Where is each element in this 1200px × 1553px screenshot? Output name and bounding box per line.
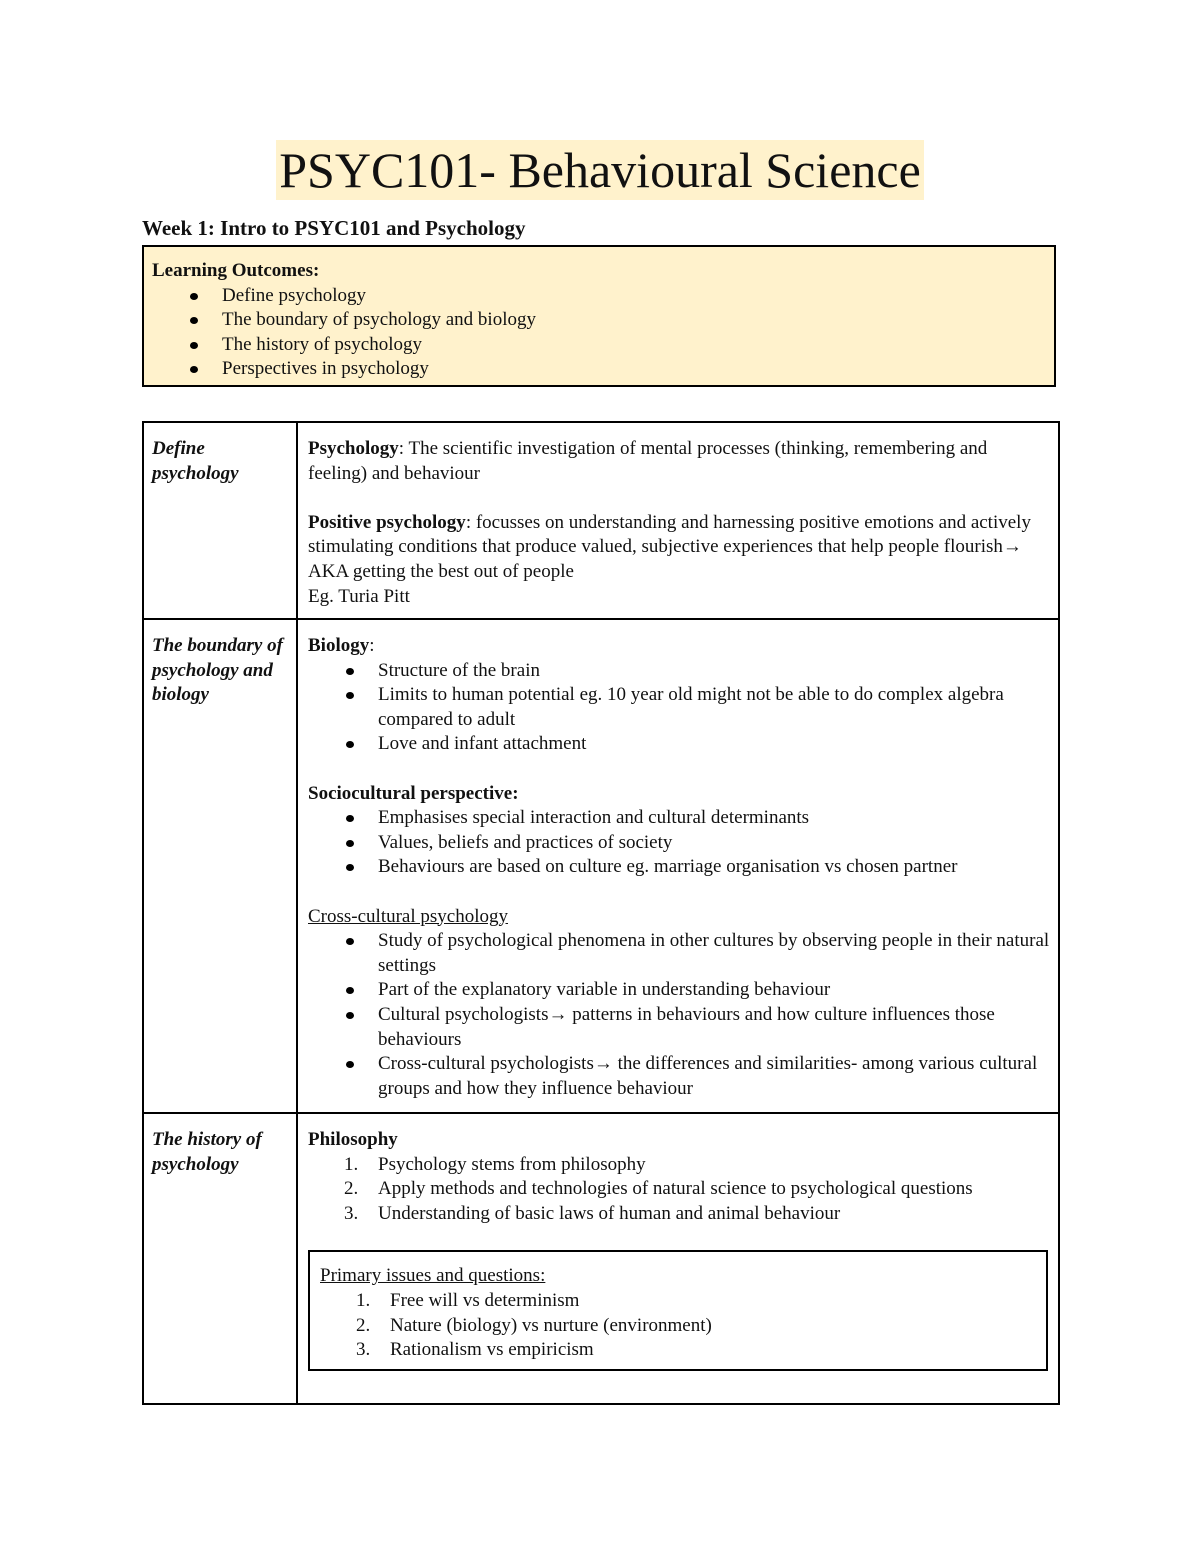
term: Psychology xyxy=(308,438,399,459)
list-item: Behaviours are based on culture eg. marriage organisation vs chosen partner xyxy=(308,855,1050,880)
spacer xyxy=(308,757,1050,782)
topic-cell: The boundary of psychology and biology xyxy=(143,619,297,1113)
list-number: 1. xyxy=(356,1289,371,1311)
list-item: Values, beliefs and practices of society xyxy=(308,831,1050,856)
cross-cultural-heading: Cross-cultural psychology xyxy=(308,905,509,927)
learning-outcomes-list xyxy=(152,284,1046,382)
primary-issues-box xyxy=(308,1250,1048,1370)
notes-table xyxy=(142,421,1060,1405)
topic-cell: The history of psychology xyxy=(143,1113,297,1404)
list-item xyxy=(320,1338,1036,1363)
colon: : xyxy=(369,635,375,656)
list-item: Love and infant attachment xyxy=(308,732,1050,757)
term: Positive psychology xyxy=(308,511,466,533)
list-item-text: Rationalism vs empiricism xyxy=(390,1339,594,1361)
table-row xyxy=(143,1113,1059,1404)
list-number: 1. xyxy=(344,1153,359,1175)
list-item: Emphasises special interaction and cultural determinants xyxy=(308,806,1050,831)
sociocultural-heading: Sociocultural perspective: xyxy=(308,782,519,804)
list-item: Cultural psychologists→ patterns in behaviours and how culture influences those behaviours xyxy=(308,1003,1050,1052)
list-item-text: Apply methods and technologies of natural science to psychological questions xyxy=(378,1178,973,1200)
list-item: Part of the explanatory variable in understanding behaviour xyxy=(308,978,1050,1003)
list-item: Limits to human potential eg. 10 year old might not be able to do complex algebra compared to adult xyxy=(308,683,1050,732)
list-item: The boundary of psychology and biology xyxy=(152,308,1046,333)
learning-outcomes-title: Learning Outcomes: xyxy=(152,260,320,281)
definition: : The scientific investigation of mental processes (thinking, remembering and feeling) and behaviour xyxy=(308,438,988,484)
spacer xyxy=(308,880,1050,905)
list-number: 2. xyxy=(344,1178,359,1200)
page-title: PSYC101- Behavioural Science xyxy=(276,140,924,200)
list-item xyxy=(308,1153,1050,1178)
list-item: Perspectives in psychology xyxy=(152,357,1046,382)
term: Biology xyxy=(308,635,370,656)
list-number: 3. xyxy=(356,1339,371,1361)
list-item-text: Understanding of basic laws of human and animal behaviour xyxy=(378,1202,841,1224)
list-item: Define psychology xyxy=(152,284,1046,309)
list-item: Structure of the brain xyxy=(308,659,1050,684)
list-number: 2. xyxy=(356,1314,371,1336)
biology-list xyxy=(308,659,1050,757)
definition: : focusses on understanding and harnessing positive emotions and actively stimulating conditions that produce valued, subjective experiences that help people flourish→ AKA getting the best out of people xyxy=(308,511,1031,582)
sociocultural-list xyxy=(308,806,1050,880)
table-row xyxy=(143,422,1059,619)
list-item xyxy=(308,1177,1050,1202)
biology-heading xyxy=(308,634,1050,659)
list-item-text: Nature (biology) vs nurture (environment) xyxy=(390,1314,712,1336)
list-item xyxy=(308,1202,1050,1227)
list-item: Study of psychological phenomena in other cultures by observing people in their natural settings xyxy=(308,929,1050,978)
example-text: Eg. Turia Pitt xyxy=(308,585,410,607)
philosophy-list xyxy=(308,1153,1050,1227)
list-item: The history of psychology xyxy=(152,333,1046,358)
list-item xyxy=(320,1314,1036,1339)
primary-issues-list xyxy=(320,1289,1036,1363)
list-item xyxy=(320,1289,1036,1314)
cross-cultural-list xyxy=(308,929,1050,1101)
list-number: 3. xyxy=(344,1202,359,1224)
content-cell xyxy=(297,619,1059,1113)
list-item: Cross-cultural psychologists→ the differences and similarities- among various cultural groups and how they influence behaviour xyxy=(308,1052,1050,1101)
primary-issues-heading: Primary issues and questions: xyxy=(320,1265,546,1287)
list-item-text: Free will vs determinism xyxy=(390,1289,580,1311)
philosophy-heading: Philosophy xyxy=(308,1129,398,1150)
table-row xyxy=(143,619,1059,1113)
content-cell xyxy=(297,1113,1059,1404)
topic-cell: Define psychology xyxy=(143,422,297,619)
list-item-text: Psychology stems from philosophy xyxy=(378,1153,646,1175)
week-heading: Week 1: Intro to PSYC101 and Psychology xyxy=(142,216,526,240)
psychology-definition xyxy=(308,437,1050,486)
spacer xyxy=(308,486,1050,511)
content-cell xyxy=(297,422,1059,619)
positive-psychology-definition xyxy=(308,511,1050,585)
page-title-wrapper xyxy=(0,140,1200,200)
learning-outcomes-box xyxy=(142,245,1056,387)
